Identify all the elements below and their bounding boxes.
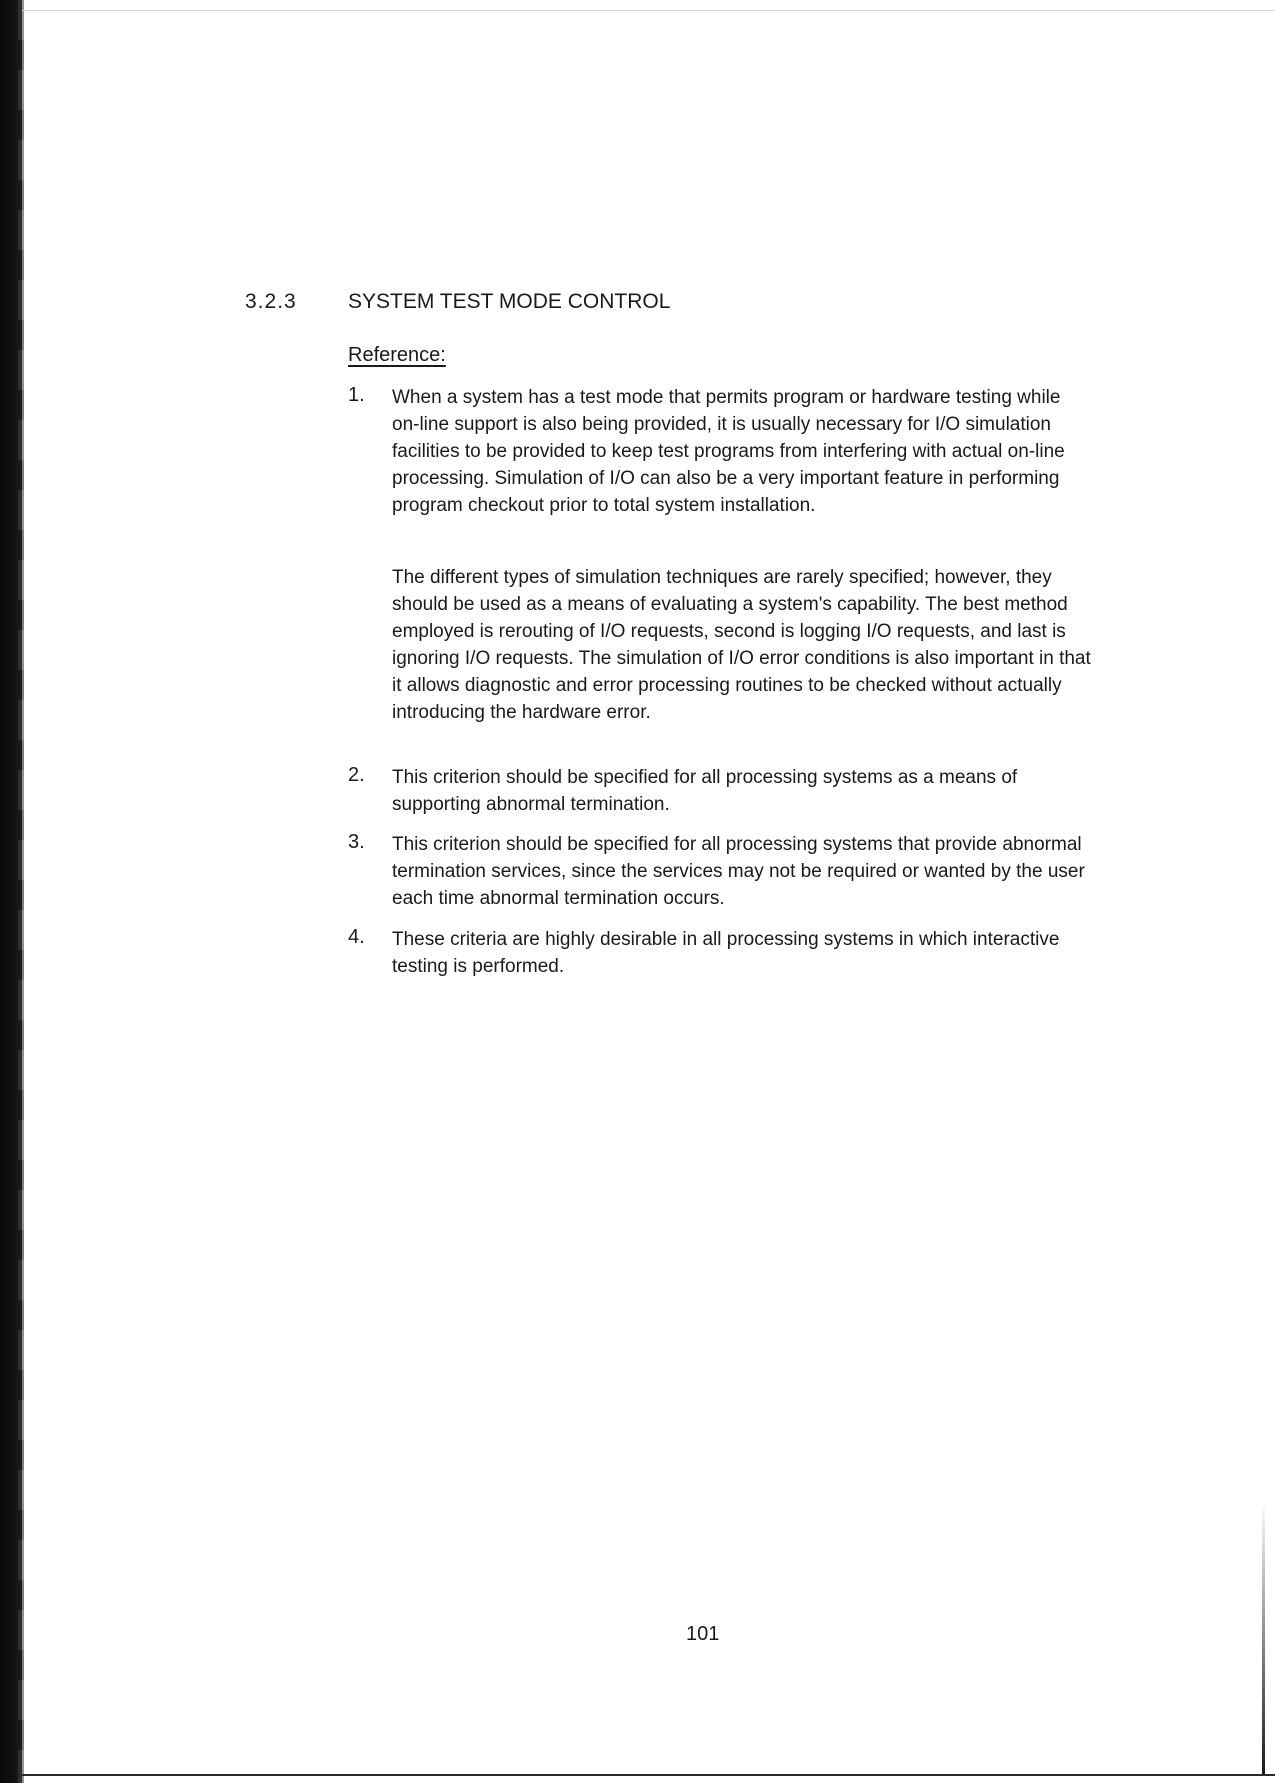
item-1-paragraph-1: When a system has a test mode that permits program or hardware testing while on-line support is also being provided, it is usually necessary for I/O simulation facilities to be provided to keep test programs from interfering with actual on-line processing. Simulation of I/O can also be a very important feature in performing program checkout prior to total system installation. (392, 387, 1065, 516)
item-number-4: 4. (348, 926, 365, 948)
item-4-paragraph: These criteria are highly desirable in all processing systems in which interactive testing is performed. (392, 929, 1060, 977)
scan-edge-bottom (22, 1774, 1275, 1776)
item-2-paragraph: This criterion should be specified for all processing systems as a means of supporting abnormal termination. (392, 767, 1018, 815)
scan-edge-right (1262, 1500, 1265, 1774)
item-number-1: 1. (348, 384, 365, 406)
page-number: 101 (686, 1623, 720, 1645)
section-number: 3.2.3 (245, 290, 297, 313)
item-3-paragraph: This criterion should be specified for all processing systems that provide abnormal termination services, since the services may not be required or wanted by the user each time abnormal termination occurs. (392, 834, 1085, 909)
item-1-paragraph-2: The different types of simulation techniques are rarely specified; however, they should be used as a means of evaluating a system's capability. The best method employed is rerouting of I/O requests, second is logging I/O requests, and last is ignoring I/O requests. The simulation of I/O error conditions is also important in that it allows diagnostic and error processing routines to be checked without actually introducing the hardware error. (392, 567, 1091, 723)
scan-edge-top (22, 10, 1275, 11)
scan-edge-left (0, 0, 22, 1783)
item-number-3: 3. (348, 831, 365, 853)
section-title: SYSTEM TEST MODE CONTROL (348, 290, 671, 313)
reference-label: Reference: (348, 344, 446, 366)
item-number-2: 2. (348, 764, 365, 786)
